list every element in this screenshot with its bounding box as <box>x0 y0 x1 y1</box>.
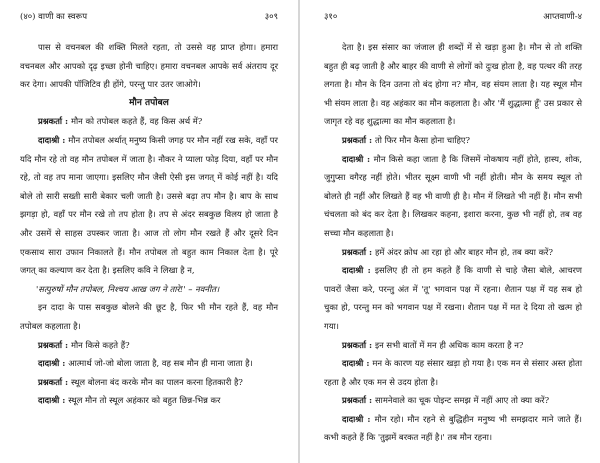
paragraph-text: देता है। इस संसार का जंजाल ही शब्दों में से खड़ा हुआ है। मौन से तो शक्ति बहुत ही बढ़ जाती है और बाहर की वाणी से लोगों को दुःख होता है, वह पत्थर की तरह लगता है। मौन के दिन उतना तो बंद होगा न? मौन, वह संयम लाता है। यह स्थूल मौन भी संयम लाता है। वह अहंकार का मौन कहलाता है। और 'मैं शुद्धात्मा हूँ' उस प्रकार से जागृत रहे वह शुद्धात्मा का मौन कहलाता है। <box>324 42 582 127</box>
left-page-number: ३०९ <box>264 12 278 22</box>
paragraph <box>324 150 582 243</box>
speaker-label: दादाश्री : <box>38 358 69 369</box>
paragraph <box>20 391 278 410</box>
paragraph <box>324 38 582 131</box>
paragraph <box>324 243 582 262</box>
section-heading <box>20 94 278 113</box>
paragraph <box>20 336 278 355</box>
paragraph-text: सामनेवाले का चूक पोइन्ट समझ में नहीं आए तो क्या करें? <box>374 395 550 406</box>
paragraph <box>20 131 278 280</box>
right-page-body <box>324 38 582 447</box>
paragraph-text: मौन किसे कहते हैं? <box>70 339 130 350</box>
left-page-body <box>20 38 278 410</box>
paragraph <box>20 38 278 94</box>
paragraph-text: मौन किसे कहा जाता है कि जिसमें नोकषाय नहीं होते, हास्य, शोक, जुगुप्सा वगैरह नहीं होते। भीतर सूक्ष्म वाणी भी नहीं होती। मौन के समय स्थूल तो बोलते ही नहीं और लिखते हैं वह भी वाणी ही है। मौन में लिखते भी नहीं हैं। मौन सभी चंचलता को बंद कर देता है। लिखकर कहना, इशारा करना, कुछ भी नहीं हो, तब वह सच्चा मौन कहलाता है। <box>324 153 582 238</box>
paragraph-text: पास से वचनबल की शक्ति मिलते रहता, तो उससे वह प्राप्त होगा। हमारा वचनबल और आपको दृढ़ इच्छा होनी चाहिए। हमारा वचनबल आपके सर्व अंतराय दूर कर देगा। आपकी पॉजिटिव ही होंगे, परन्तु पार उतर जाओगे। <box>20 42 278 90</box>
speaker-label: प्रश्नकर्ता : <box>342 395 375 406</box>
speaker-label: प्रश्नकर्ता : <box>342 134 375 145</box>
right-page <box>304 0 600 463</box>
paragraph <box>20 112 278 131</box>
speaker-label: दादाश्री : <box>342 265 375 276</box>
paragraph-text: इन दादा के पास सबकुछ बोलने की छूट है, फिर भी मौन रहते हैं, वह मौन तपोबल कहलाता है। <box>20 302 278 331</box>
paragraph <box>20 298 278 335</box>
paragraph <box>324 410 582 447</box>
speaker-label: दादाश्री : <box>342 358 373 369</box>
speaker-label: दादाश्री : <box>38 395 69 406</box>
verse-quote <box>20 280 278 299</box>
paragraph-text: हमें अंदर क्रोध आ रहा हो और बाहर मौन हो, तब क्या करें? <box>374 246 553 257</box>
left-page-header <box>20 10 278 24</box>
paragraph <box>324 391 582 410</box>
paragraph-text: आत्मार्थ जो-जो बोला जाता है, वह सब मौन ही माना जाता है। <box>68 358 253 369</box>
speaker-label: दादाश्री : <box>342 413 375 424</box>
paragraph <box>20 373 278 392</box>
paragraph <box>324 354 582 391</box>
paragraph-text: इसलिए ही तो हम कहते हैं कि वाणी से चाहे जैसा बोले, आचरण पावरों जैसा करे, परन्तु अंत में 'तू' भगवान पक्ष में रहना। शैतान पक्ष में यह सब हो चुका हो, परन्तु मन को भगवान पक्ष में रखना। शैतान पक्ष में मत दे दिया तो खत्म हो गया। <box>324 265 582 331</box>
speaker-label: दादाश्री : <box>342 153 374 164</box>
speaker-label: प्रश्नकर्ता : <box>342 246 375 257</box>
speaker-label: प्रश्नकर्ता : <box>38 339 71 350</box>
left-page <box>0 0 296 463</box>
speaker-label: प्रश्नकर्ता : <box>38 376 71 387</box>
speaker-label: प्रश्नकर्ता : <box>38 116 71 127</box>
speaker-label: दादाश्री : <box>38 134 69 145</box>
paragraph-text: इन सभी बातों में मन ही अधिक काम करता है न? <box>374 339 524 350</box>
paragraph <box>324 261 582 335</box>
paragraph-text: स्थूल बोलना बंद करके मौन का पालन करना हितकारी है? <box>70 376 243 387</box>
paragraph-text: तो फिर मौन कैसा होना चाहिए? <box>374 134 471 145</box>
book-spine <box>298 0 300 463</box>
paragraph-text: मौन को तपोबल कहते हैं, वह किस अर्थ में? <box>70 116 203 127</box>
paragraph-text: मौन रहो। मौन रहने से बुद्धिहीन मनुष्य भी समझदार माने जाते हैं। कभी कहते हैं कि 'तुझमें बरकत नहीं है।' तब मौन रहना। <box>324 413 582 443</box>
left-chapter-title: (४०) वाणी का स्वरूप <box>20 12 88 22</box>
paragraph-text: मौन तपोबल अर्थात् मनुष्य किसी जगह पर मौन नहीं रख सके, वहाँ पर यदि मौन रहे तो वह मौन तपोबल में जाता है। नौकर ने प्याला फोड़ दिया, वहाँ पर मौन रहे, तो वह तप माना जाएगा। इसलिए मौन जैसी ऐसी इस जगत् में कोई नहीं है। यदि बोले तो सारी सख्ती सारी बेकार चली जाती है। उससे बढ़ा तप मौन है। बाप के साथ झगड़ा हो, वहाँ पर मौन रखे तो तप होता है। तप से अंदर सबकुछ विलय हो जाता है और उसमें से साहस उपस्कर जाता है। आज तो लोग मौन रखते हैं और दूसरे दिन एकसाथ सारा उफान निकालते हैं। मौन तपोबल तो बहुत काम निकाल देता है। पूरे जगत् का कल्याण कर देता है। इसलिए कवि ने लिखा है न, <box>20 134 278 276</box>
right-book-title: आप्तवाणी-४ <box>543 12 582 22</box>
paragraph <box>20 354 278 373</box>
paragraph <box>324 131 582 150</box>
paragraph-text: मौन तपोबल <box>129 97 169 108</box>
speaker-label: प्रश्नकर्ता : <box>342 339 375 350</box>
right-page-number: ३१० <box>324 12 338 22</box>
right-page-header <box>324 10 582 24</box>
paragraph-text: मन के कारण यह संसार खड़ा हो गया है। एक मन से संसार अस्त होता रहता है और एक मन से उदय होता है। <box>324 358 582 387</box>
paragraph <box>324 336 582 355</box>
paragraph-text: 'सत्पुरुषों मौन तपोबल, निश्चय आख जग ने तारे!' – नवनीत। <box>36 283 220 294</box>
paragraph-text: स्थूल मौन तो स्थूल अहंकार को बहुत छिन्न-भिन्न कर <box>68 395 221 406</box>
